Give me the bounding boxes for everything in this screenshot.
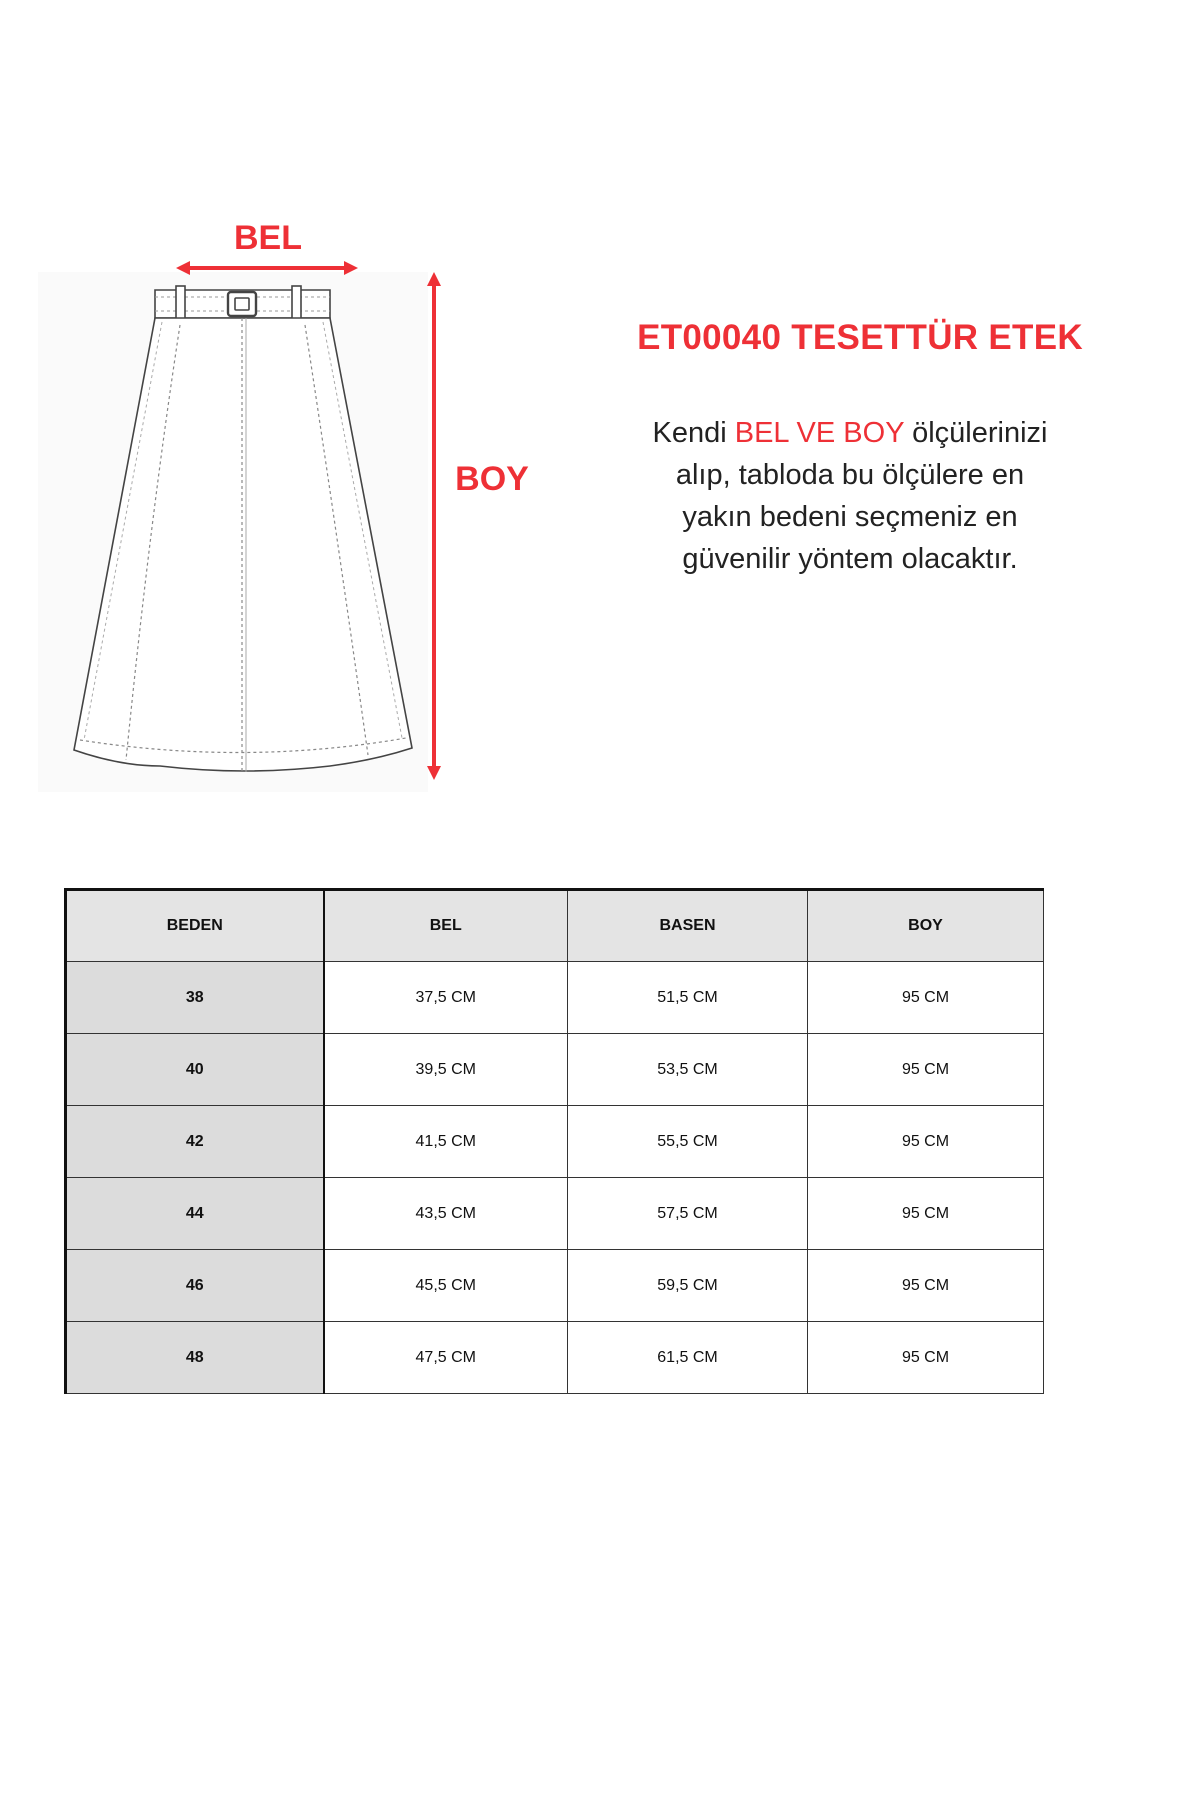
hip-cell: 53,5 CM xyxy=(568,1034,808,1106)
waist-cell: 39,5 CM xyxy=(324,1034,568,1106)
instructions-line-4: güvenilir yöntem olacaktır. xyxy=(682,543,1018,575)
size-cell: 48 xyxy=(66,1322,324,1394)
hip-cell: 61,5 CM xyxy=(568,1322,808,1394)
table-row xyxy=(66,1106,1044,1178)
measurement-instructions xyxy=(610,412,1090,580)
hip-cell: 59,5 CM xyxy=(568,1250,808,1322)
length-cell: 95 CM xyxy=(808,1178,1044,1250)
length-cell: 95 CM xyxy=(808,1250,1044,1322)
header-length: BOY xyxy=(808,890,1044,962)
hip-cell: 51,5 CM xyxy=(568,962,808,1034)
waist-cell: 45,5 CM xyxy=(324,1250,568,1322)
length-cell: 95 CM xyxy=(808,1034,1044,1106)
table-row xyxy=(66,1034,1044,1106)
length-label: BOY xyxy=(455,460,529,498)
header-size: BEDEN xyxy=(66,890,324,962)
waist-cell: 41,5 CM xyxy=(324,1106,568,1178)
instructions-highlight: BEL VE BOY xyxy=(734,417,905,449)
header-waist: BEL xyxy=(324,890,568,962)
table-row xyxy=(66,1250,1044,1322)
size-cell: 46 xyxy=(66,1250,324,1322)
size-cell: 42 xyxy=(66,1106,324,1178)
waist-cell: 43,5 CM xyxy=(324,1178,568,1250)
instructions-line-2: alıp, tabloda bu ölçülere en xyxy=(675,459,1025,491)
size-chart-table xyxy=(64,888,1044,1394)
table-row xyxy=(66,1322,1044,1394)
table-row xyxy=(66,962,1044,1034)
waist-cell: 37,5 CM xyxy=(324,962,568,1034)
length-arrow-icon xyxy=(427,272,441,780)
waist-cell: 47,5 CM xyxy=(324,1322,568,1394)
length-cell: 95 CM xyxy=(808,962,1044,1034)
table-row xyxy=(66,1178,1044,1250)
waist-label: BEL xyxy=(234,219,302,257)
length-cell: 95 CM xyxy=(808,1106,1044,1178)
hip-cell: 55,5 CM xyxy=(568,1106,808,1178)
instructions-rest: ölçülerinizi xyxy=(904,417,1048,449)
header-hip: BASEN xyxy=(568,890,808,962)
hip-cell: 57,5 CM xyxy=(568,1178,808,1250)
table-header-row xyxy=(66,890,1044,962)
product-title: ET00040 TESETTÜR ETEK xyxy=(637,318,1083,357)
length-cell: 95 CM xyxy=(808,1322,1044,1394)
size-cell: 44 xyxy=(66,1178,324,1250)
instructions-lead: Kendi xyxy=(652,417,735,449)
size-cell: 40 xyxy=(66,1034,324,1106)
size-cell: 38 xyxy=(66,962,324,1034)
skirt-measurement-illustration xyxy=(0,200,560,820)
instructions-line-1 xyxy=(610,412,1090,454)
instructions-line-3: yakın bedeni seçmeniz en xyxy=(682,501,1018,533)
